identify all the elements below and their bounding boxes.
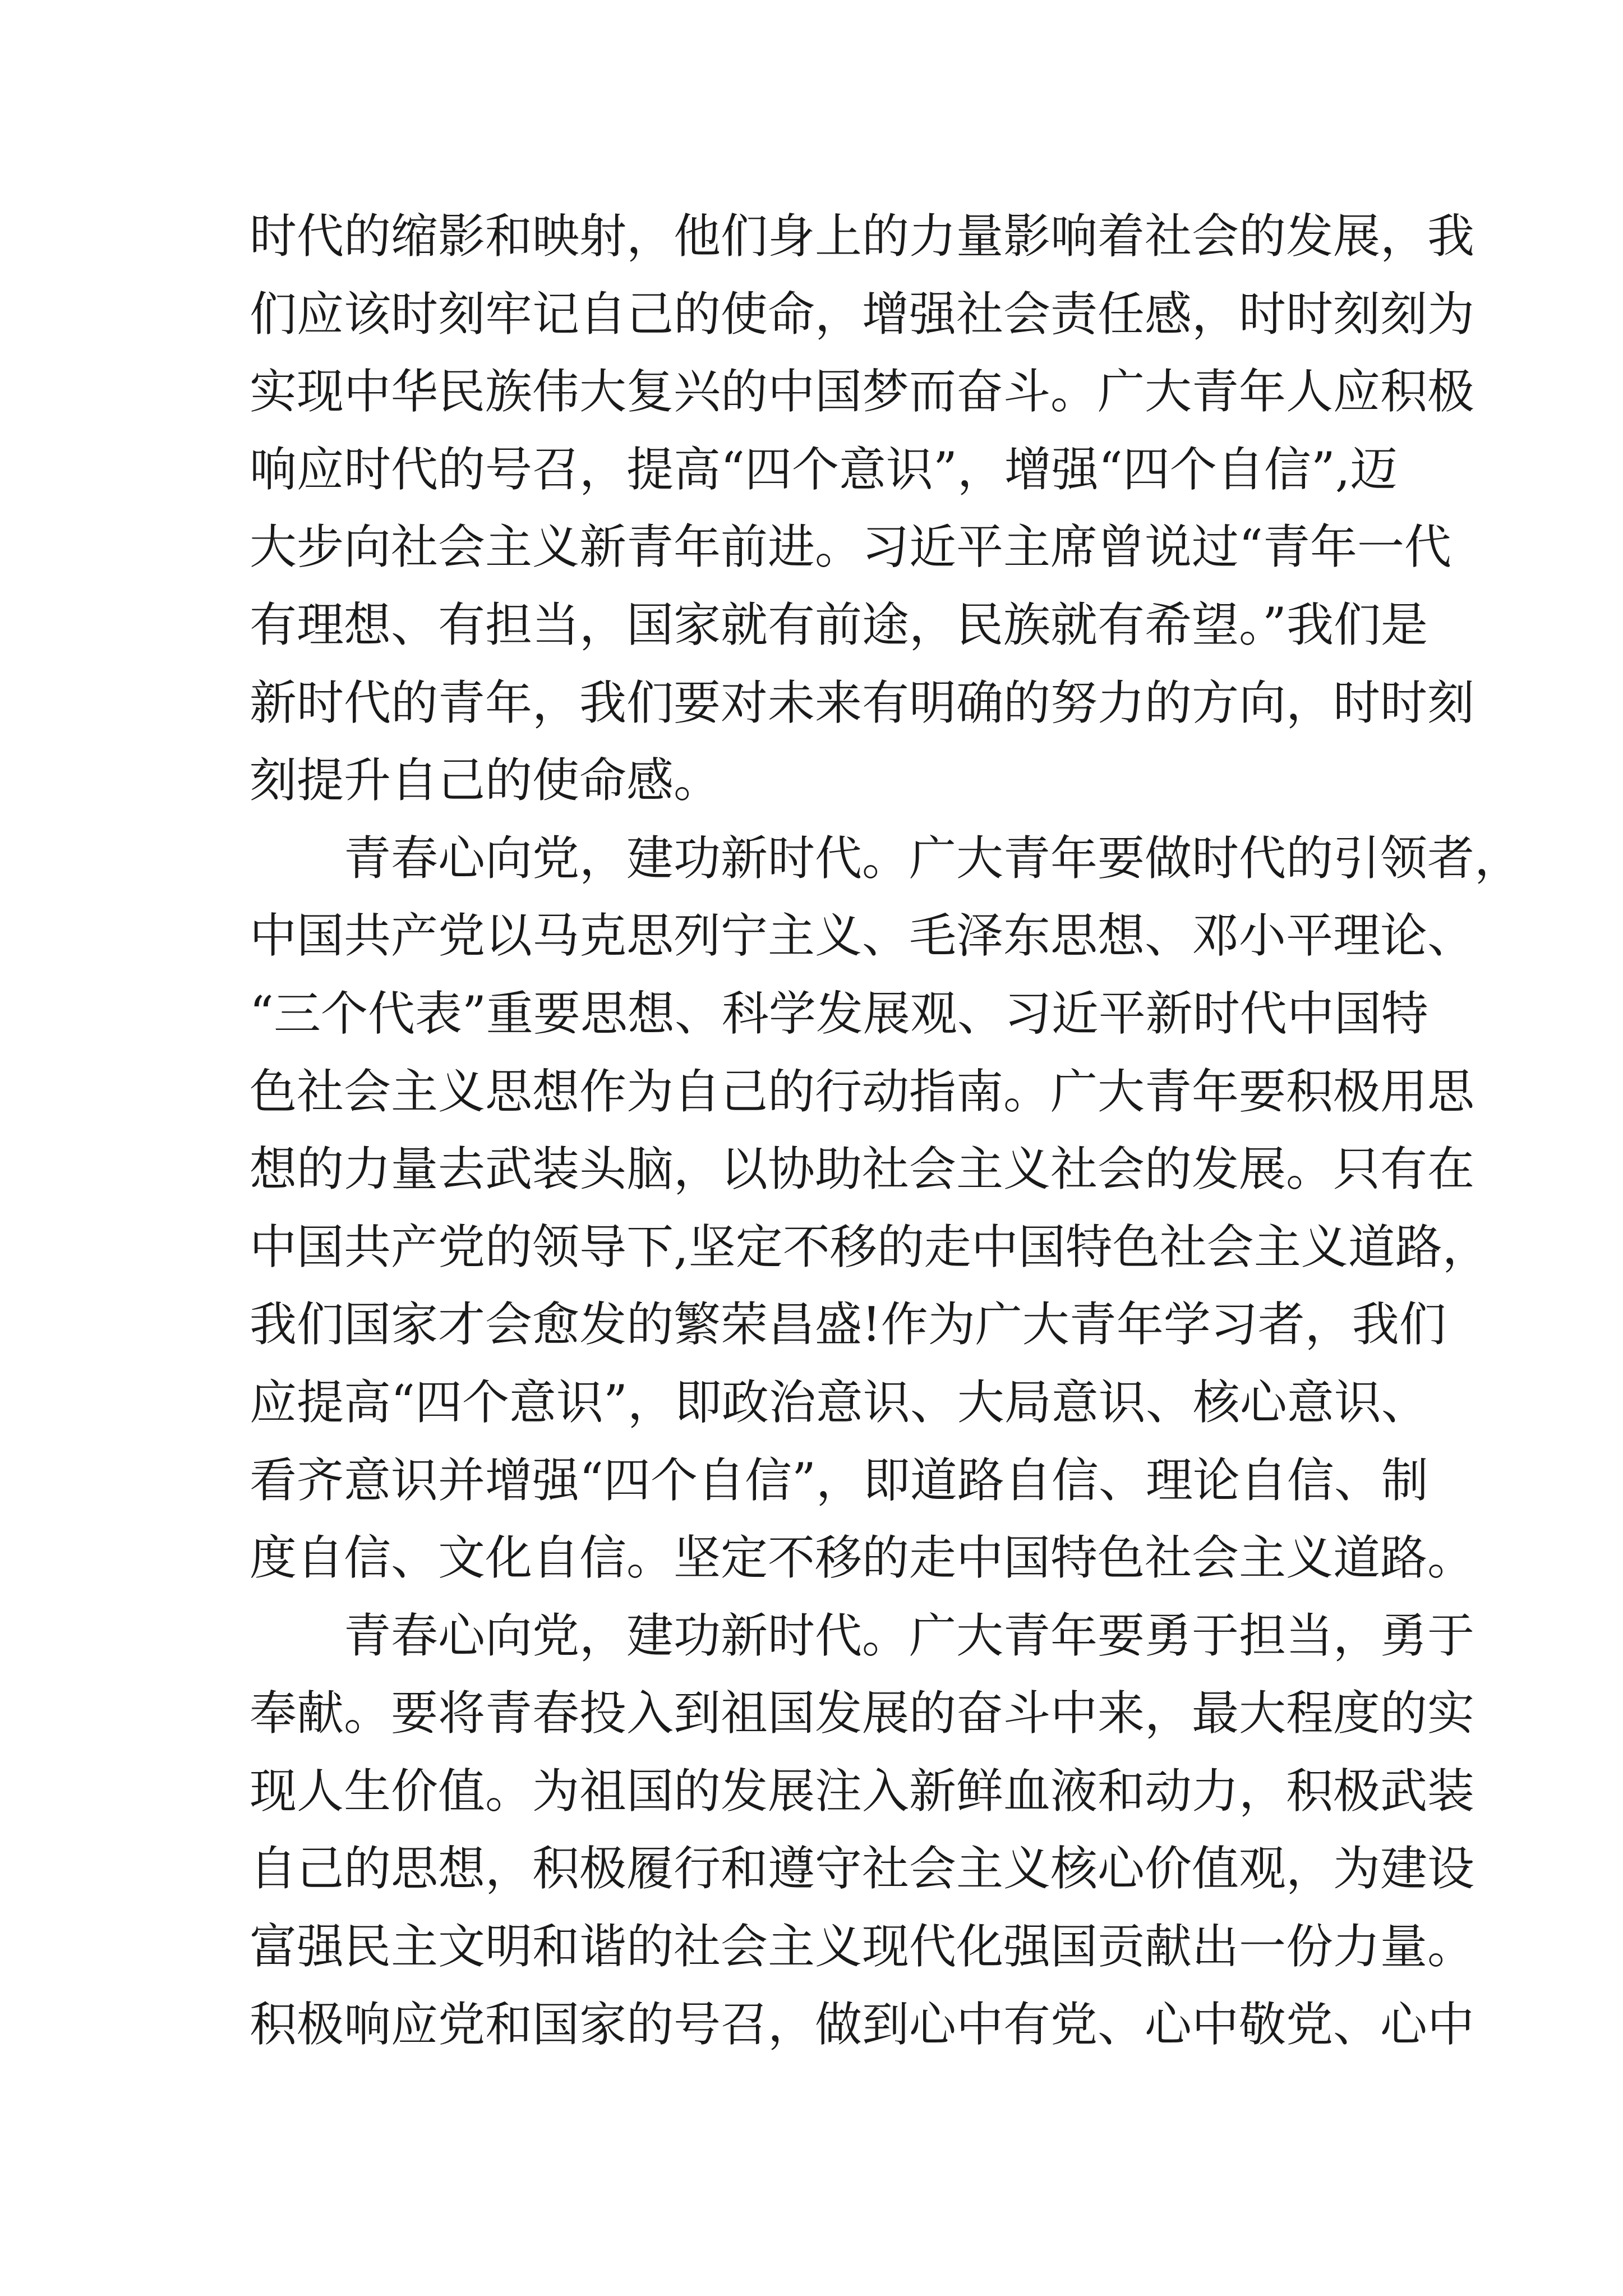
text-line: 青春心向党，建功新时代。广大青年要勇于担当，勇于: [250, 1608, 1475, 1663]
text-line: 现人生价值。为祖国的发展注入新鲜血液和动力，积极武装: [250, 1763, 1475, 1819]
text-line: 时代的缩影和映射，他们身上的力量影响着社会的发展，我: [250, 209, 1475, 264]
text-line: 刻提升自己的使命感。: [250, 753, 721, 808]
text-line: 青春心向党，建功新时代。广大青年要做时代的引领者，: [250, 830, 1522, 886]
text-line: 中国共产党以马克思列宁主义、毛泽东思想、邓小平理论、: [250, 908, 1475, 964]
text-line: 实现中华民族伟大复兴的中国梦而奋斗。广大青年人应积极: [250, 364, 1475, 420]
text-line: 们应该时刻牢记自己的使命，增强社会责任感，时时刻刻为: [250, 286, 1475, 342]
text-line: 度自信、文化自信。坚定不移的走中国特色社会主义道路。: [250, 1530, 1475, 1586]
text-line: 富强民主文明和谐的社会主义现代化强国贡献出一份力量。: [250, 1919, 1475, 1975]
text-line: 看齐意识并增强“四个自信”，即道路自信、理论自信、制: [250, 1452, 1428, 1508]
text-line: 自己的思想，积极履行和遵守社会主义核心价值观，为建设: [250, 1841, 1475, 1897]
text-line: 大步向社会主义新青年前进。习近平主席曾说过“青年一代: [250, 519, 1451, 575]
text-line: “三个代表”重要思想、科学发展观、习近平新时代中国特: [250, 986, 1428, 1041]
body-text: [250, 197, 1522, 2063]
text-line: 积极响应党和国家的号召，做到心中有党、心中敬党、心中: [250, 1996, 1475, 2052]
text-line: 色社会主义思想作为自己的行动指南。广大青年要积极用思: [250, 1064, 1475, 1119]
text-line: 有理想、有担当，国家就有前途，民族就有希望。”我们是: [250, 597, 1428, 652]
text-line: 我们国家才会愈发的繁荣昌盛!作为广大青年学习者，我们: [250, 1297, 1446, 1352]
text-line: 中国共产党的领导下,坚定不移的走中国特色社会主义道路，: [250, 1219, 1490, 1274]
text-line: 想的力量去武装头脑，以协助社会主义社会的发展。只有在: [250, 1142, 1475, 1197]
text-line: 奉献。要将青春投入到祖国发展的奋斗中来，最大程度的实: [250, 1686, 1475, 1741]
text-line: 响应时代的号召，提高“四个意识”，增强“四个自信”,迈: [250, 441, 1398, 497]
text-line: 应提高“四个意识”，即政治意识、大局意识、核心意识、: [250, 1374, 1428, 1430]
text-line: 新时代的青年，我们要对未来有明确的努力的方向，时时刻: [250, 675, 1475, 730]
